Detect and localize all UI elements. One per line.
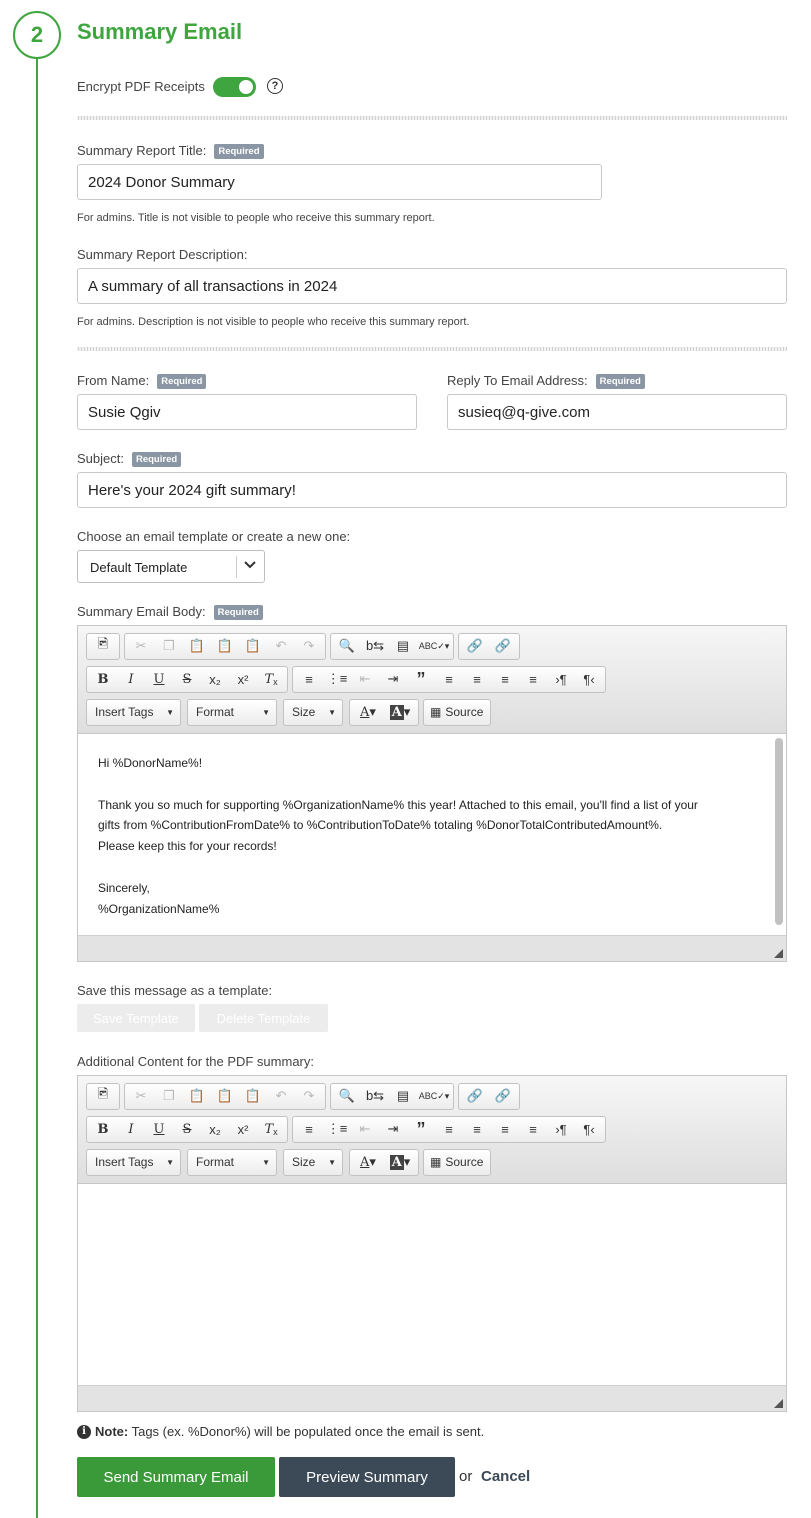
cut-icon[interactable]: ✂ — [135, 638, 147, 653]
link-icon[interactable]: 🔗 — [466, 638, 484, 653]
subscript-icon[interactable]: x₂ — [209, 671, 221, 687]
step-line — [36, 58, 38, 1518]
pdf-content-editor — [77, 1075, 787, 1412]
format-dropdown[interactable]: Format ▼ — [187, 1149, 277, 1176]
cancel-link[interactable]: Cancel — [481, 1468, 531, 1485]
required-badge: Required — [132, 452, 181, 467]
align-justify-icon[interactable]: ≡ — [529, 671, 537, 687]
outdent-icon[interactable]: ⇤ — [359, 1121, 371, 1136]
size-dropdown[interactable]: Size ▼ — [283, 1149, 343, 1176]
bulleted-list-icon[interactable]: ⋮≡ — [326, 1121, 348, 1136]
insert-tags-dropdown[interactable]: Insert Tags ▼ — [86, 1149, 181, 1176]
report-title-input[interactable]: 2024 Donor Summary — [77, 164, 602, 200]
save-template-button[interactable]: Save Template — [77, 1004, 195, 1032]
find-icon[interactable]: 🔍 — [338, 1088, 356, 1103]
align-right-icon[interactable]: ≡ — [501, 671, 509, 687]
template-select[interactable] — [77, 550, 265, 583]
reply-to-label: Reply To Email Address: Required — [447, 373, 645, 389]
paste-word-icon[interactable]: 📋 — [244, 1088, 262, 1103]
image-icon[interactable]: 🖻 — [97, 1086, 109, 1101]
paste-icon[interactable]: 📋 — [188, 638, 206, 653]
image-icon[interactable]: 🖻 — [97, 636, 109, 651]
format-dropdown[interactable]: Format ▼ — [187, 699, 277, 726]
redo-icon[interactable]: ↷ — [303, 638, 315, 653]
align-center-icon[interactable]: ≡ — [473, 671, 481, 687]
divider — [77, 347, 787, 351]
save-template-label: Save this message as a template: — [77, 983, 273, 998]
rtl-icon[interactable]: ¶‹ — [583, 671, 595, 687]
body-line: %OrganizationName% — [98, 901, 220, 916]
superscript-icon[interactable]: x² — [237, 1121, 249, 1137]
note-text: Tags (ex. %Donor%) will be populated once the email is sent. — [128, 1424, 485, 1439]
copy-icon[interactable]: ❐ — [163, 1088, 175, 1103]
cut-icon[interactable]: ✂ — [135, 1088, 147, 1103]
paste-text-icon[interactable]: 📋 — [216, 638, 234, 653]
rtl-icon[interactable]: ¶‹ — [583, 1121, 595, 1137]
paste-text-icon[interactable]: 📋 — [216, 1088, 234, 1103]
undo-icon[interactable]: ↶ — [275, 1088, 287, 1103]
divider — [77, 116, 787, 120]
encrypt-toggle[interactable] — [213, 77, 256, 97]
editor-footer — [78, 935, 786, 961]
spellcheck-icon[interactable]: ABC✓▾ — [418, 640, 450, 651]
remove-format-icon[interactable]: T ₓ — [264, 671, 278, 687]
copy-icon[interactable]: ❐ — [163, 638, 175, 653]
align-center-icon[interactable]: ≡ — [473, 1121, 481, 1137]
align-left-icon[interactable]: ≡ — [445, 1121, 453, 1137]
find-icon[interactable]: 🔍 — [338, 638, 356, 653]
report-desc-label: Summary Report Description: — [77, 247, 248, 262]
italic-icon[interactable]: I — [128, 1121, 134, 1137]
unlink-icon[interactable]: 🔗 — [494, 1088, 512, 1103]
paste-icon[interactable]: 📋 — [188, 1088, 206, 1103]
body-line: gifts from %ContributionFromDate% to %ContributionToDate% totaling %DonorTotalContributedAmount%. — [98, 818, 663, 833]
email-body-label: Summary Email Body: Required — [77, 604, 263, 620]
delete-template-button[interactable]: Delete Template — [199, 1004, 328, 1032]
info-icon: i — [77, 1425, 91, 1439]
source-button[interactable]: ▦ Source — [423, 699, 491, 726]
from-name-input[interactable]: Susie Qgiv — [77, 394, 417, 430]
report-desc-input[interactable]: A summary of all transactions in 2024 — [77, 268, 787, 304]
pdf-content-body[interactable] — [78, 1184, 786, 1385]
ltr-icon[interactable]: ›¶ — [555, 1121, 567, 1137]
bold-icon[interactable]: B — [97, 671, 109, 687]
insert-tags-dropdown[interactable]: Insert Tags ▼ — [86, 699, 181, 726]
body-line — [98, 774, 766, 795]
required-badge: Required — [157, 374, 206, 389]
pdf-content-label: Additional Content for the PDF summary: — [77, 1054, 314, 1069]
report-desc-help: For admins. Description is not visible to people who receive this summary report. — [77, 316, 470, 328]
required-badge: Required — [214, 144, 263, 159]
underline-icon[interactable]: U — [153, 1121, 165, 1137]
redo-icon[interactable]: ↷ — [303, 1088, 315, 1103]
editor-toolbar — [78, 626, 786, 734]
report-title-help: For admins. Title is not visible to people who receive this summary report. — [77, 212, 435, 224]
undo-icon[interactable]: ↶ — [275, 638, 287, 653]
body-line: Please keep this for your records! — [98, 839, 277, 854]
strikethrough-icon[interactable]: S — [182, 671, 192, 687]
source-button[interactable]: ▦ Source — [423, 1149, 491, 1176]
step-number-badge: 2 — [13, 11, 61, 59]
unlink-icon[interactable]: 🔗 — [494, 638, 512, 653]
text-color-icon[interactable]: A ▾ — [360, 704, 376, 720]
source-icon: ▦ — [430, 1155, 442, 1169]
body-line: Sincerely, — [98, 880, 150, 895]
subject-input[interactable]: Here's your 2024 gift summary! — [77, 472, 787, 508]
indent-icon[interactable]: ⇥ — [387, 671, 399, 686]
subject-label: Subject: Required — [77, 451, 181, 467]
source-icon: ▦ — [430, 705, 442, 719]
note-strong: Note: — [95, 1424, 129, 1439]
encrypt-label: Encrypt PDF Receipts — [77, 79, 205, 94]
reply-to-input[interactable]: susieq@q-give.com — [447, 394, 787, 430]
question-circle-icon[interactable]: ? — [267, 78, 283, 94]
background-color-icon[interactable]: A ▾ — [391, 704, 411, 720]
strikethrough-icon[interactable]: S — [182, 1121, 192, 1137]
replace-icon[interactable]: b⇆ — [365, 638, 385, 653]
size-dropdown[interactable]: Size ▼ — [283, 699, 343, 726]
blockquote-icon[interactable]: ” — [416, 668, 426, 689]
underline-icon[interactable]: U — [153, 671, 165, 687]
required-badge: Required — [214, 605, 263, 620]
resize-handle[interactable] — [774, 1399, 783, 1408]
outdent-icon[interactable]: ⇤ — [359, 671, 371, 686]
text-color-icon[interactable]: A ▾ — [360, 1154, 376, 1170]
select-all-icon[interactable]: ▤ — [396, 638, 410, 653]
report-title-label: Summary Report Title: Required — [77, 143, 264, 159]
body-line — [98, 857, 766, 878]
editor-footer — [78, 1385, 786, 1411]
required-badge: Required — [596, 374, 645, 389]
subscript-icon[interactable]: x₂ — [209, 1121, 221, 1137]
select-all-icon[interactable]: ▤ — [396, 1088, 410, 1103]
scrollbar[interactable] — [775, 738, 783, 925]
preview-summary-button[interactable]: Preview Summary — [279, 1457, 455, 1497]
email-body-editor — [77, 625, 787, 962]
email-body-content[interactable] — [78, 734, 786, 935]
numbered-list-icon[interactable]: ≡ — [305, 1121, 313, 1137]
body-line: Thank you so much for supporting %OrganizationName% this year! Attached to this email, you'll find a list of your — [98, 797, 698, 812]
align-left-icon[interactable]: ≡ — [445, 671, 453, 687]
chevron-down-icon — [243, 557, 257, 574]
bulleted-list-icon[interactable]: ⋮≡ — [326, 671, 348, 686]
body-line: Hi %DonorName%! — [98, 756, 203, 770]
or-text: or — [459, 1468, 473, 1485]
spellcheck-icon[interactable]: ABC✓▾ — [418, 1090, 450, 1101]
link-icon[interactable]: 🔗 — [466, 1088, 484, 1103]
remove-format-icon[interactable]: T ₓ — [264, 1121, 278, 1137]
template-label: Choose an email template or create a new one: — [77, 529, 351, 544]
align-justify-icon[interactable]: ≡ — [529, 1121, 537, 1137]
replace-icon[interactable]: b⇆ — [365, 1088, 385, 1103]
resize-handle[interactable] — [774, 949, 783, 958]
indent-icon[interactable]: ⇥ — [387, 1121, 399, 1136]
note — [77, 1424, 484, 1439]
paste-word-icon[interactable]: 📋 — [244, 638, 262, 653]
italic-icon[interactable]: I — [128, 671, 134, 687]
section-title: Summary Email — [77, 19, 243, 44]
editor-toolbar — [78, 1076, 786, 1184]
bold-icon[interactable]: B — [97, 1121, 109, 1137]
align-right-icon[interactable]: ≡ — [501, 1121, 509, 1137]
from-name-label: From Name: Required — [77, 373, 206, 389]
superscript-icon[interactable]: x² — [237, 671, 249, 687]
ltr-icon[interactable]: ›¶ — [555, 671, 567, 687]
numbered-list-icon[interactable]: ≡ — [305, 671, 313, 687]
toggle-knob — [239, 80, 253, 94]
select-separator — [236, 556, 237, 578]
blockquote-icon[interactable]: ” — [416, 1118, 426, 1139]
send-summary-button[interactable]: Send Summary Email — [77, 1457, 275, 1497]
template-selected: Default Template — [90, 560, 188, 575]
background-color-icon[interactable]: A ▾ — [391, 1154, 411, 1170]
